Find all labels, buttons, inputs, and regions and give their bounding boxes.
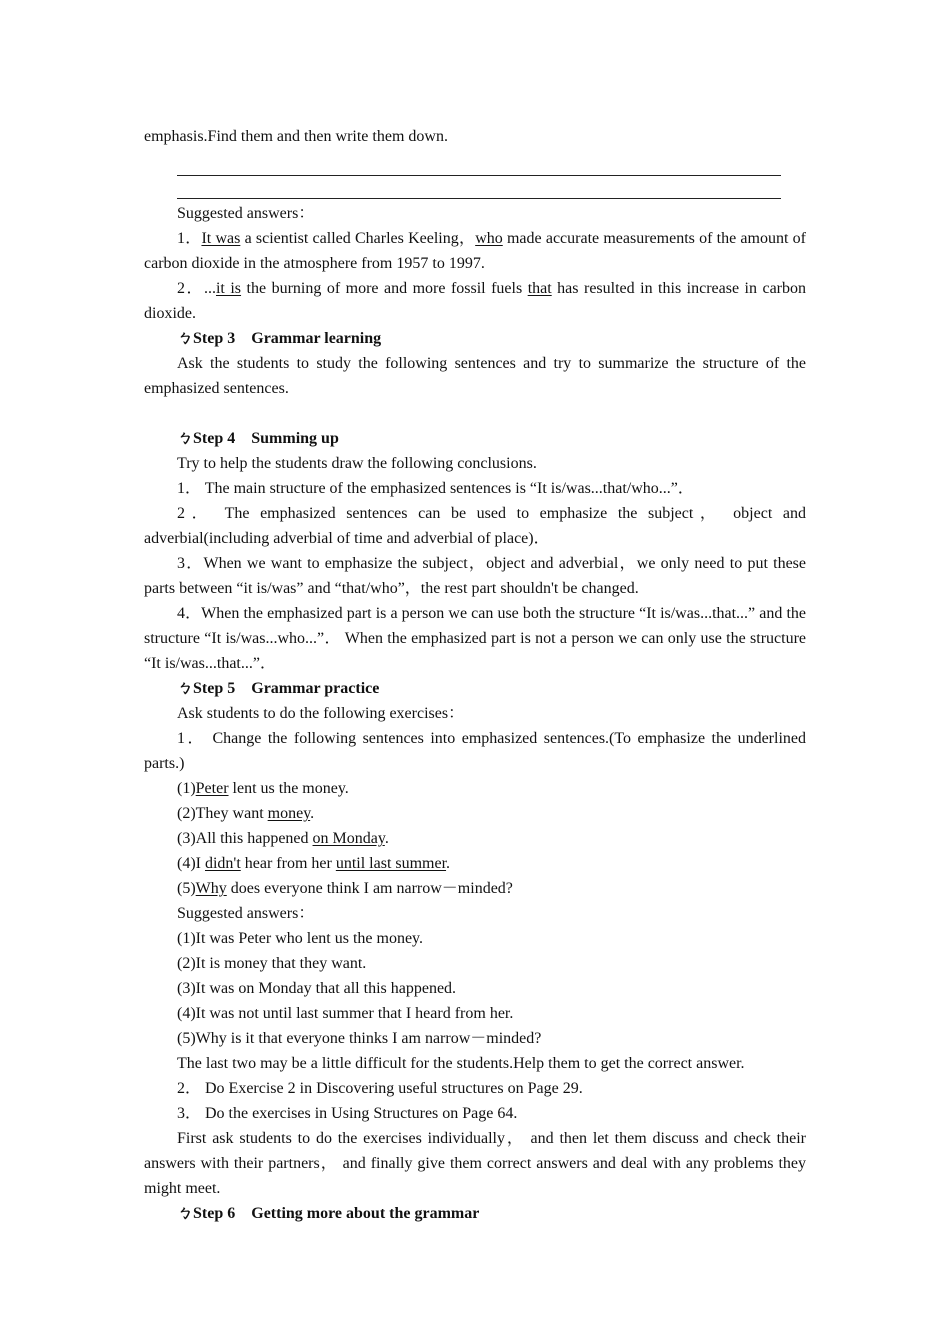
document-page bbox=[144, 124, 806, 1226]
step-5-heading: ㄅStep 5 Grammar practice bbox=[177, 680, 380, 697]
step-marker-icon: ㄅ bbox=[177, 430, 194, 447]
step-4-intro: Try to help the students draw the following conclusions. bbox=[177, 455, 537, 472]
teacher-note: The last two may be a little difficult for the students.Help them to get the correct answer. bbox=[177, 1055, 745, 1072]
answer-blank-line[interactable] bbox=[177, 149, 781, 176]
step-marker-icon: ㄅ bbox=[177, 680, 194, 697]
suggested-answer-1: 1．It was a scientist called Charles Keeling，who made accurate measurements of the amount of carbon dioxide in the atmosphere from 1957 to 1997. bbox=[144, 230, 806, 272]
step-marker-icon: ㄅ bbox=[177, 330, 194, 347]
step-4-heading: ㄅStep 4 Summing up bbox=[177, 430, 339, 447]
suggested-answer-2: 2．...it is the burning of more and more fossil fuels that has resulted in this increase in carbon dioxide. bbox=[144, 280, 807, 322]
suggested-answers-label: Suggested answers： bbox=[177, 905, 315, 922]
exercise-sentence-1: (1)Peter lent us the money. bbox=[177, 780, 349, 797]
answer-line: (4)It was not until last summer that I heard from her. bbox=[177, 1005, 514, 1022]
exercise-1: 1． Change the following sentences into emphasized sentences.(To emphasize the underlined parts.) bbox=[144, 730, 806, 772]
step-5-closing: First ask students to do the exercises individually， and then let them discuss and check their answers with their partners， and finally give them correct answers and deal with any problems they might meet. bbox=[144, 1130, 806, 1197]
step-3-body: Ask the students to study the following sentences and try to summarize the structure of the emphasized sentences. bbox=[144, 355, 806, 397]
step-marker-icon: ㄅ bbox=[177, 1205, 194, 1222]
step-6-heading: ㄅStep 6 Getting more about the grammar bbox=[177, 1205, 480, 1222]
exercise-sentence-3: (3)All this happened on Monday. bbox=[177, 830, 389, 847]
answer-line: (3)It was on Monday that all this happened. bbox=[177, 980, 457, 997]
exercise-3: 3． Do the exercises in Using Structures on Page 64. bbox=[177, 1105, 518, 1122]
intro-line: emphasis.Find them and then write them down. bbox=[144, 128, 448, 145]
answer-line: (1)It was Peter who lent us the money. bbox=[177, 930, 424, 947]
answer-line: (5)Why is it that everyone thinks I am narrow－minded? bbox=[177, 1030, 542, 1047]
step-5-intro: Ask students to do the following exercises： bbox=[177, 705, 465, 722]
exercise-sentence-5: (5)Why does everyone think I am narrow－minded? bbox=[177, 880, 513, 897]
conclusion-1: 1． The main structure of the emphasized sentences is “It is/was...that/who...”． bbox=[177, 480, 694, 497]
step-3-heading: ㄅStep 3 Grammar learning bbox=[177, 330, 382, 347]
suggested-answers-label: Suggested answers： bbox=[177, 205, 315, 222]
exercise-sentence-4: (4)I didn't hear from her until last summer. bbox=[177, 855, 451, 872]
exercise-2: 2． Do Exercise 2 in Discovering useful structures on Page 29. bbox=[177, 1080, 583, 1097]
conclusion-3: 3．When we want to emphasize the subject，object and adverbial，we only need to put these parts between “it is/was” and “that/who”，the rest part shouldn't be changed. bbox=[144, 555, 806, 597]
exercise-sentence-2: (2)They want money. bbox=[177, 805, 315, 822]
conclusion-2: 2． The emphasized sentences can be used to emphasize the subject， object and adverbial(including adverbial of time and adverbial of place)． bbox=[144, 505, 806, 547]
conclusion-4: 4．When the emphasized part is a person we can use both the structure “It is/was...that...” and the structure “It is/was...who...”． When the emphasized part is not a person we can only use the structure “It is/was...that...”． bbox=[144, 605, 806, 672]
answer-blank-line[interactable] bbox=[177, 176, 781, 199]
answer-line: (2)It is money that they want. bbox=[177, 955, 367, 972]
